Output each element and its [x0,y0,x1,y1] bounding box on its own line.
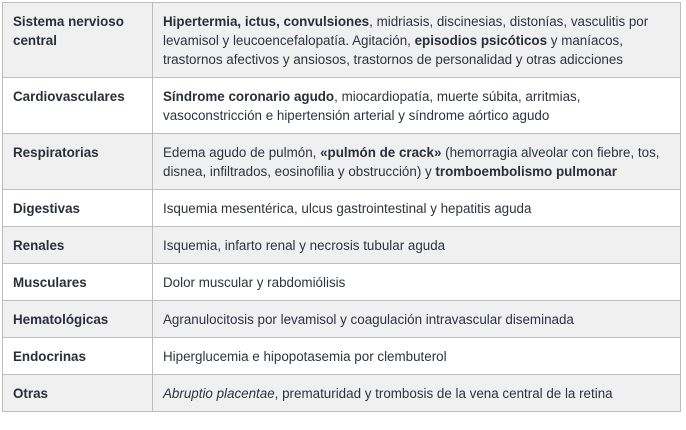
description-text: Edema agudo de pulmón, [163,145,321,160]
description-text: Hiperglucemia e hipopotasemia por clembuterol [163,349,447,364]
table-row [3,301,681,338]
table-row [3,3,681,78]
row-description [153,134,681,190]
row-category: Musculares [3,264,153,301]
row-description [153,78,681,134]
row-description [153,301,681,338]
description-text: , midriasis, discinesias, distonías, vasculitis por levamisol y leucoencefalopatía. Agitación, [163,14,649,48]
row-category: Respiratorias [3,134,153,190]
table-row [3,78,681,134]
table-row [3,190,681,227]
row-description [153,338,681,375]
row-category: Otras [3,375,153,412]
row-description [153,227,681,264]
table-row [3,227,681,264]
table-row [3,338,681,375]
row-category: Hematológicas [3,301,153,338]
row-description [153,264,681,301]
complications-table [2,2,681,412]
emphasis-text: Síndrome coronario agudo [163,89,335,104]
table-row [3,375,681,412]
emphasis-text: «pulmón de crack» [320,145,442,160]
emphasis-text: episodios psicóticos [414,33,548,48]
emphasis-text: Hipertermia, ictus, convulsiones [163,14,370,29]
table-row [3,134,681,190]
italic-text: Abruptio placentae [163,386,275,401]
description-text: Isquemia mesentérica, ulcus gastrointestinal y hepatitis aguda [163,201,532,216]
description-text: Agranulocitosis por levamisol y coagulación intravascular diseminada [163,312,574,327]
description-text: , miocardiopatía, muerte súbita, arritmias, vasoconstricción e hipertensión arterial y síndrome aórtico agudo [163,89,581,123]
emphasis-text: tromboembolismo pulmonar [435,164,617,179]
row-category: Sistema nervioso central [3,3,153,78]
row-category: Endocrinas [3,338,153,375]
row-description [153,190,681,227]
description-text: (hemorragia alveolar con fiebre, tos, disnea, infiltrados, eosinofilia y obstrucción) y [163,145,660,179]
table-body [3,3,681,412]
row-category: Cardiovasculares [3,78,153,134]
row-description [153,375,681,412]
row-description [153,3,681,78]
description-text: , prematuridad y trombosis de la vena central de la retina [274,386,613,401]
complications-table-wrapper [2,2,681,412]
description-text: y maníacos, trastornos afectivos y ansiosos, trastornos de personalidad y otras adicciones [163,33,623,67]
table-row [3,264,681,301]
row-category: Renales [3,227,153,264]
description-text: Dolor muscular y rabdomiólisis [163,275,346,290]
description-text: Isquemia, infarto renal y necrosis tubular aguda [163,238,446,253]
row-category: Digestivas [3,190,153,227]
